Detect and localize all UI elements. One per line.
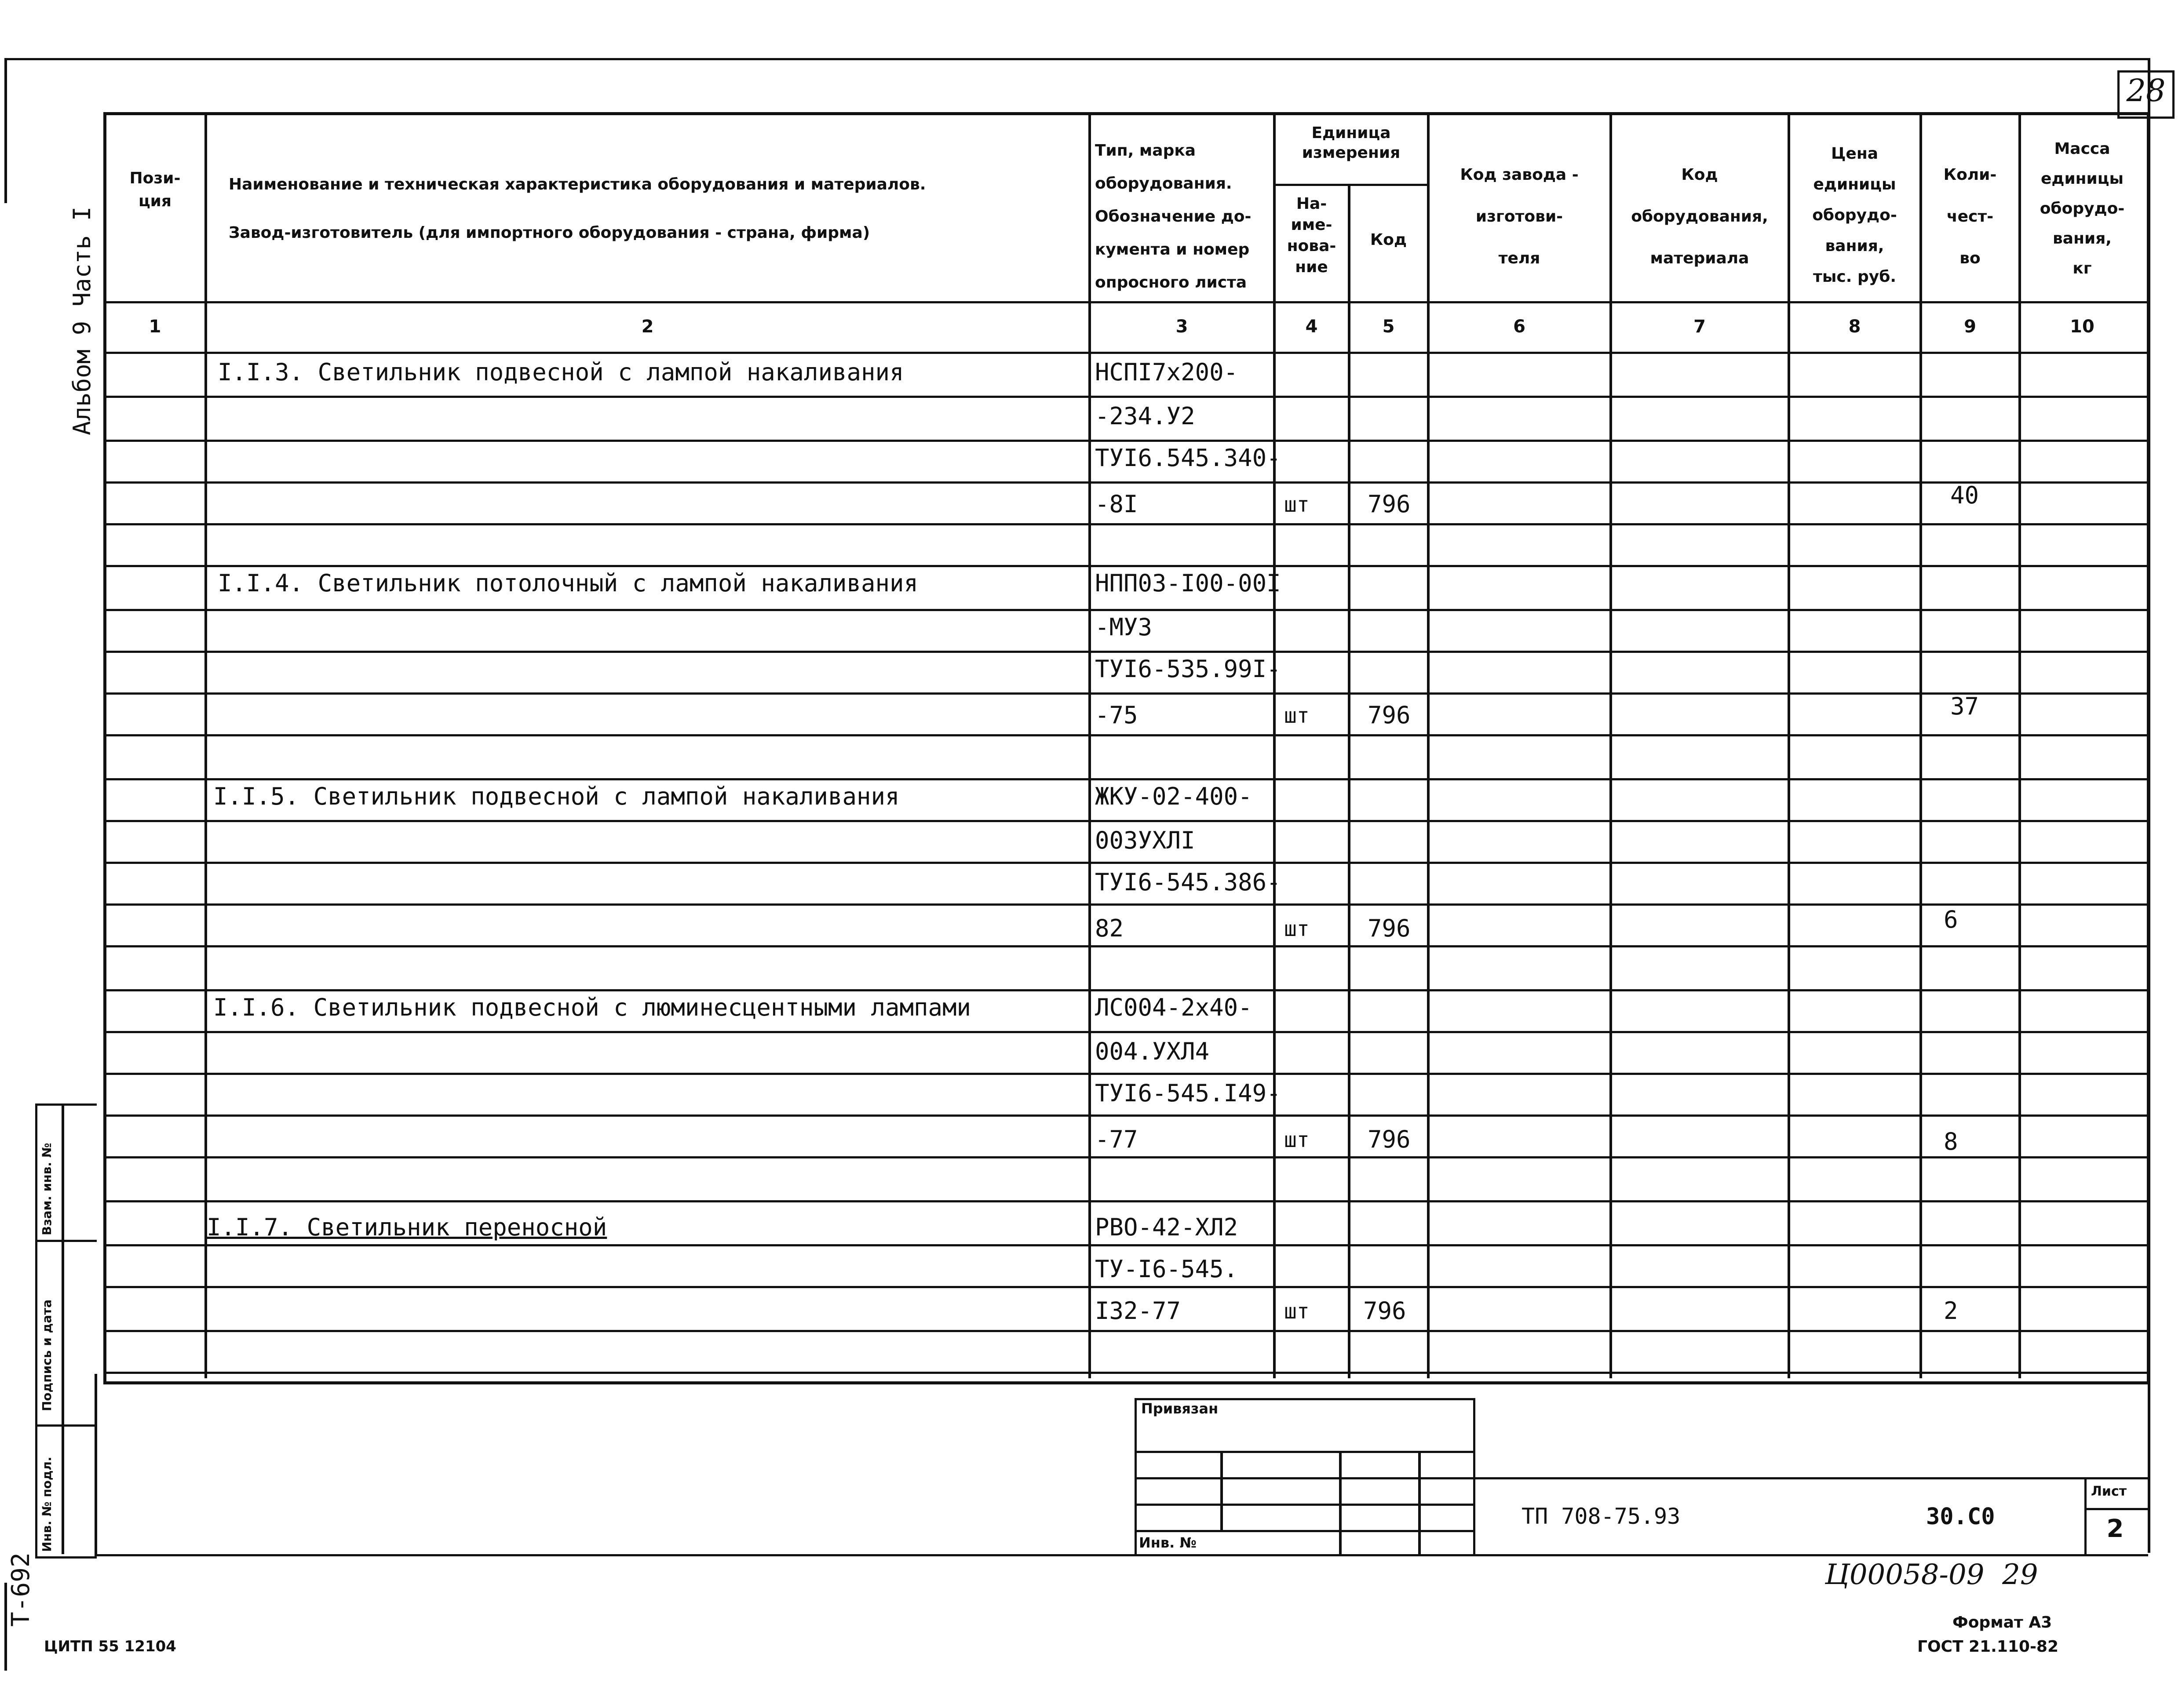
item-unit-code: 796 — [1368, 1125, 1411, 1153]
header-unit: Единица измерения — [1302, 124, 1401, 162]
col-line-3 — [1273, 112, 1276, 1378]
item-unit: шт — [1284, 917, 1310, 941]
format-label: Формат А3 — [1952, 1613, 2052, 1632]
header-factory-code: Код завода - изготови- теля — [1460, 166, 1579, 267]
left-stamp-divider — [62, 1103, 64, 1554]
item-unit: шт — [1284, 1128, 1310, 1152]
item-type-line: -77 — [1095, 1125, 1138, 1153]
privyazan-line — [1135, 1530, 1473, 1532]
row-line — [103, 1156, 2148, 1158]
item-name: I.I.4. Светильник потолочный с лампой накаливания — [218, 569, 919, 597]
header-line — [103, 301, 2148, 303]
left-stamp-podpis: Подпись и дата — [40, 1299, 54, 1411]
header-type: Тип, марка оборудования. Обозначение до- кумента и номер опросного листа — [1095, 142, 1252, 291]
item-type-line: ТУI6-545.386- — [1095, 868, 1281, 896]
col-number: 4 — [1305, 317, 1318, 337]
item-type-line: -234.У2 — [1095, 402, 1195, 430]
sheet-code: 30.С0 — [1926, 1504, 1995, 1530]
row-line-bottom — [103, 1372, 2148, 1374]
header-mass: Масса единицы оборудо- вания, кг — [2040, 140, 2125, 277]
item-type-line: 82 — [1095, 914, 1124, 942]
row-line — [103, 734, 2148, 736]
doc-code-top-line — [1471, 1477, 2148, 1479]
col-number: 8 — [1848, 317, 1861, 337]
col-line-4 — [1348, 184, 1350, 1378]
item-quantity: 2 — [1944, 1297, 1958, 1325]
side-title: Альбом 9 Часть I — [68, 206, 96, 435]
t-code: Т-692 — [7, 1552, 35, 1627]
inv-no-label: Инв. № — [1139, 1534, 1197, 1551]
row-line — [103, 609, 2148, 611]
item-unit: шт — [1284, 703, 1310, 728]
item-type-line: НПП03-I00-00I — [1095, 569, 1281, 597]
col-line-7 — [1788, 112, 1790, 1378]
col-line-2 — [1088, 112, 1091, 1378]
item-type-line: ТУI6-535.99I- — [1095, 655, 1281, 683]
privyazan-line — [1135, 1477, 1473, 1479]
row-line — [103, 1200, 2148, 1202]
citp-label: ЦИТП 55 12104 — [44, 1638, 176, 1655]
row-line — [103, 778, 2148, 780]
col-number: 10 — [2070, 317, 2094, 337]
col-number: 2 — [641, 317, 654, 337]
left-stamp-inv-podl: Инв. № подл. — [40, 1457, 54, 1552]
item-name: I.I.5. Светильник подвесной с лампой накаливания — [213, 783, 900, 810]
item-unit: шт — [1284, 492, 1310, 517]
row-line — [103, 440, 2148, 442]
row-line — [103, 1244, 2148, 1246]
gost-label: ГОСТ 21.110-82 — [1917, 1638, 2059, 1656]
item-unit: шт — [1284, 1299, 1310, 1324]
left-stamp-line — [35, 1240, 97, 1242]
header-position: Пози- ция — [129, 169, 181, 210]
col-line-1 — [204, 112, 207, 1378]
item-type-line: ЛС004-2х40- — [1095, 994, 1252, 1021]
item-name: I.I.3. Светильник подвесной с лампой накаливания — [218, 358, 904, 386]
item-quantity: 6 — [1944, 906, 1958, 933]
item-type-line: -8I — [1095, 490, 1138, 518]
item-name: I.I.7. Светильник переносной — [207, 1213, 607, 1241]
privyazan-line — [1135, 1504, 1473, 1506]
row-line — [103, 1286, 2148, 1288]
item-type-line: 004.УХЛ4 — [1095, 1038, 1210, 1065]
item-type-line: ТУI6.545.340- — [1095, 444, 1281, 472]
col-number: 7 — [1693, 317, 1706, 337]
row-line — [103, 989, 2148, 991]
col-number: 1 — [149, 317, 161, 337]
privyazan-vline — [1418, 1451, 1421, 1554]
col-number: 9 — [1964, 317, 1976, 337]
privyazan-vline — [1220, 1451, 1223, 1532]
col-line-8 — [1919, 112, 1922, 1378]
col-line-5 — [1427, 112, 1430, 1378]
header-name: Наименование и техническая характеристика оборудования и материалов. Завод-изготовитель (для импортного оборудования - страна, фирма) — [229, 175, 926, 242]
row-line — [103, 1031, 2148, 1033]
item-quantity: 40 — [1950, 481, 1979, 509]
row-line — [103, 481, 2148, 484]
col-number: 5 — [1382, 317, 1395, 337]
row-line — [103, 396, 2148, 398]
item-unit-code: 796 — [1363, 1297, 1406, 1325]
col-number: 6 — [1513, 317, 1525, 337]
row-line — [103, 692, 2148, 695]
unit-subhead-line — [1275, 184, 1429, 186]
item-unit-code: 796 — [1368, 701, 1411, 729]
privyazan-vline — [1339, 1451, 1342, 1554]
item-type-line: НСПI7х200- — [1095, 358, 1238, 386]
row-line — [103, 523, 2148, 525]
header-unit-code: Код — [1370, 231, 1407, 249]
header-equipment-code: Код оборудования, материала — [1631, 166, 1768, 267]
row-line — [103, 1073, 2148, 1075]
item-quantity: 37 — [1950, 692, 1979, 720]
row-line — [103, 945, 2148, 947]
left-stamp-vzam: Взам. инв. № — [40, 1143, 54, 1235]
item-type-line: РВО-42-ХЛ2 — [1095, 1213, 1238, 1241]
row-line — [103, 1330, 2148, 1332]
item-type-line: I32-77 — [1095, 1297, 1181, 1325]
left-border-top — [4, 58, 7, 203]
item-type-line: 003УХЛI — [1095, 827, 1195, 854]
item-type-line: -75 — [1095, 701, 1138, 729]
row-line — [103, 820, 2148, 822]
header-price: Цена единицы оборудо- вания, тыс. руб. — [1812, 145, 1897, 286]
col-number: 3 — [1175, 317, 1188, 337]
row-line — [103, 651, 2148, 653]
header-unit-name: На- име- нова- ние — [1287, 195, 1336, 276]
row-line — [103, 862, 2148, 864]
list-box-line — [2084, 1508, 2148, 1510]
left-stamp-line — [35, 1424, 97, 1427]
item-type-line: ТУI6-545.I49- — [1095, 1079, 1281, 1107]
item-type-line: -МУЗ — [1095, 613, 1153, 641]
col-line-9 — [2018, 112, 2021, 1378]
item-quantity: 8 — [1944, 1128, 1958, 1155]
item-type-line: ЖКУ-02-400- — [1095, 783, 1252, 810]
doc-code: ТП 708-75.93 — [1522, 1504, 1681, 1529]
item-type-line: ТУ-I6-545. — [1095, 1255, 1238, 1283]
colnum-line — [103, 352, 2148, 354]
list-label: Лист — [2091, 1484, 2127, 1499]
item-unit-code: 796 — [1368, 490, 1411, 518]
row-line — [103, 903, 2148, 906]
list-number: 2 — [2106, 1515, 2124, 1543]
privyazan-label: Привязан — [1141, 1400, 1219, 1417]
top-border — [4, 58, 2150, 60]
item-unit-code: 796 — [1368, 914, 1411, 942]
item-name: I.I.6. Светильник подвесной с люминесцентными лампами — [213, 994, 971, 1021]
col-line-6 — [1609, 112, 1612, 1378]
row-line — [103, 1114, 2148, 1117]
header-quantity: Коли- чест- во — [1943, 166, 1997, 267]
row-line — [103, 565, 2148, 567]
stamp-bottom-line — [95, 1554, 2148, 1556]
handwritten-note: Ц00058-09 29 — [1825, 1559, 2038, 1591]
sheet-number-top: 28 — [2126, 73, 2166, 109]
privyazan-line — [1135, 1451, 1473, 1453]
